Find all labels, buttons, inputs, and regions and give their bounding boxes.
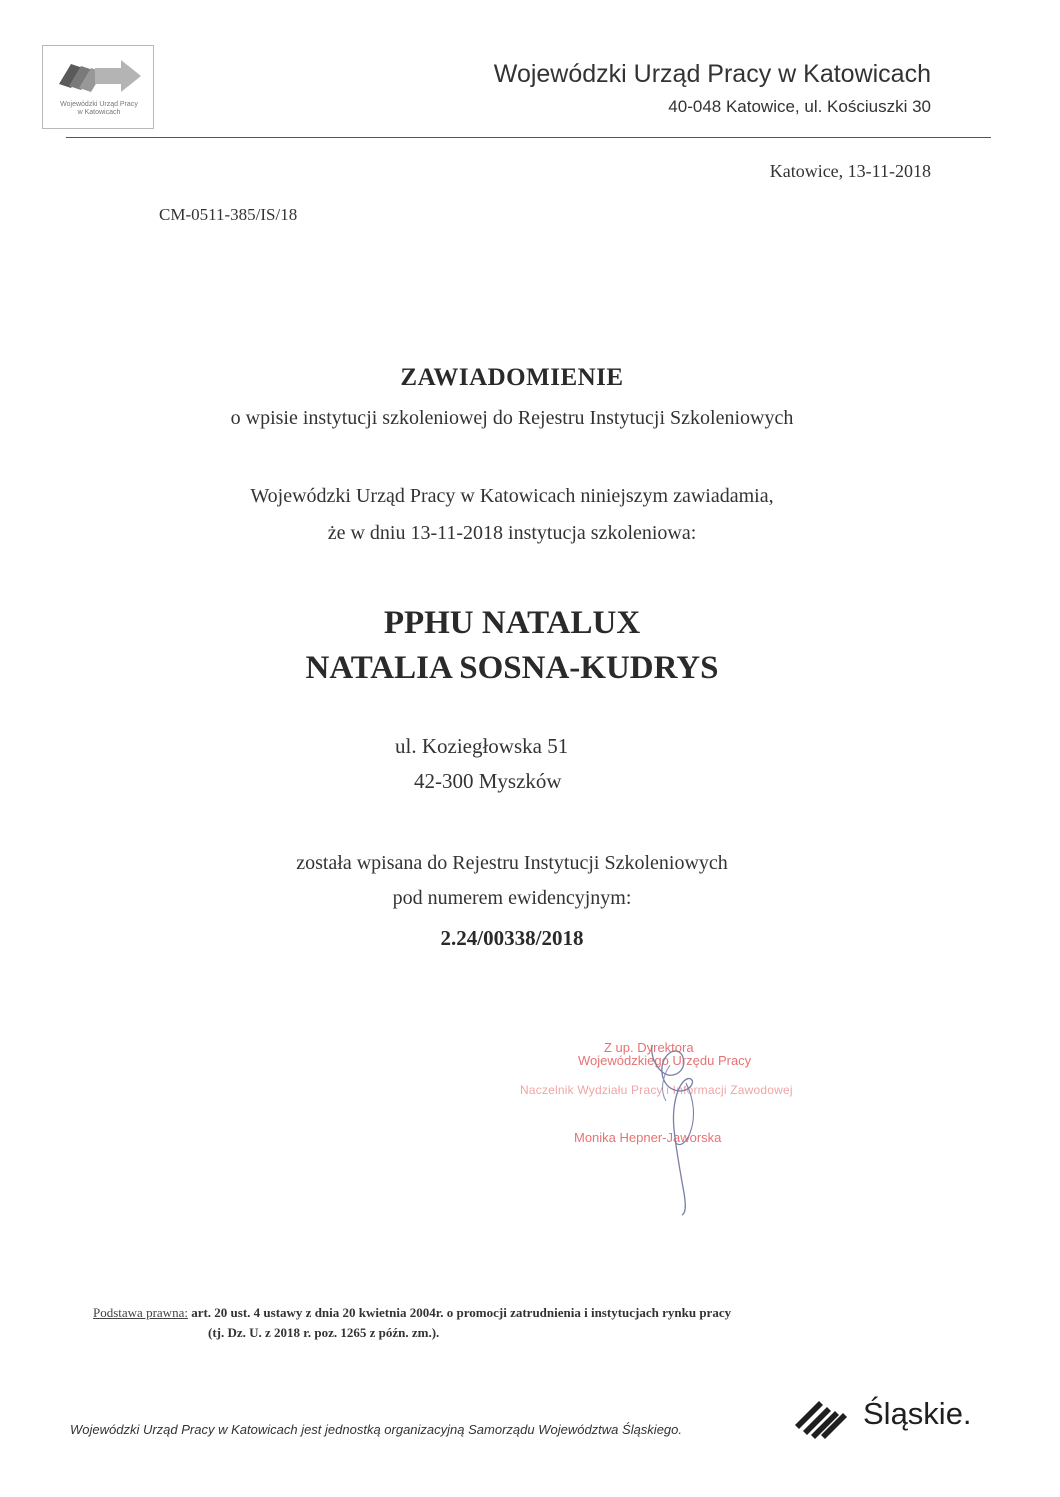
office-logo (42, 45, 154, 129)
logo-caption-line1: Wojewódzki Urząd Pracy (60, 101, 138, 108)
registration-number: 2.24/00338/2018 (440, 926, 584, 950)
header-divider (66, 137, 991, 138)
office-logo-arrow-icon (55, 54, 143, 100)
institution-name-line1: PPHU NATALUX (383, 605, 641, 641)
registration-line2: pod numerem ewidencyjnym: (392, 887, 632, 909)
legal-basis-text: art. 20 ust. 4 ustawy z dnia 20 kwietnia 2004r. o promocji zatrudnienia i instytucjach rynku pracy (191, 1305, 732, 1320)
org-address: 40-048 Katowice, ul. Kościuszki 30 (668, 97, 931, 116)
institution-name-line2: NATALIA SOSNA-KUDRYS (305, 650, 719, 686)
legal-basis-label: Podstawa prawna: (93, 1305, 188, 1320)
logo-caption-line2: w Katowicach (77, 109, 121, 116)
intro-line1: Wojewódzki Urząd Pracy w Katowicach niniejszym zawiadamia, (250, 485, 774, 507)
legal-basis (93, 1305, 731, 1321)
case-number: CM-0511-385/IS/18 (159, 205, 298, 224)
document-date: Katowice, 13-11-2018 (769, 161, 931, 181)
stamp-line3: Naczelnik Wydziału Pracy i Informacji Zawodowej (520, 1083, 793, 1097)
institution-city: 42-300 Myszków (414, 769, 562, 793)
institution-street: ul. Koziegłowska 51 (395, 734, 569, 758)
footer-note: Wojewódzki Urząd Pracy w Katowicach jest jednostką organizacyjną Samorządu Województwa Śląskiego. (70, 1422, 682, 1437)
notice-subtitle: o wpisie instytucji szkoleniowej do Rejestru Instytucji Szkoleniowych (230, 407, 794, 429)
region-logo (793, 1393, 998, 1441)
stamp-line2: Wojewódzkiego Urzędu Pracy (578, 1053, 752, 1068)
region-name: Śląskie. (863, 1396, 972, 1431)
stamp-line4: Monika Hepner-Jaworska (574, 1130, 722, 1145)
intro-line2: że w dniu 13-11-2018 instytucja szkoleniowa: (327, 522, 697, 544)
org-name: Wojewódzki Urząd Pracy w Katowicach (493, 60, 931, 88)
notice-title: ZAWIADOMIENIE (400, 364, 624, 391)
region-logo-stripes-icon (793, 1395, 855, 1439)
signature (590, 1025, 750, 1225)
legal-basis-citation: (tj. Dz. U. z 2018 r. poz. 1265 z późn. zm.). (208, 1325, 440, 1340)
registration-line1: została wpisana do Rejestru Instytucji Szkoleniowych (296, 852, 728, 874)
stamp-line1: Z up. Dyrektora (604, 1040, 694, 1055)
